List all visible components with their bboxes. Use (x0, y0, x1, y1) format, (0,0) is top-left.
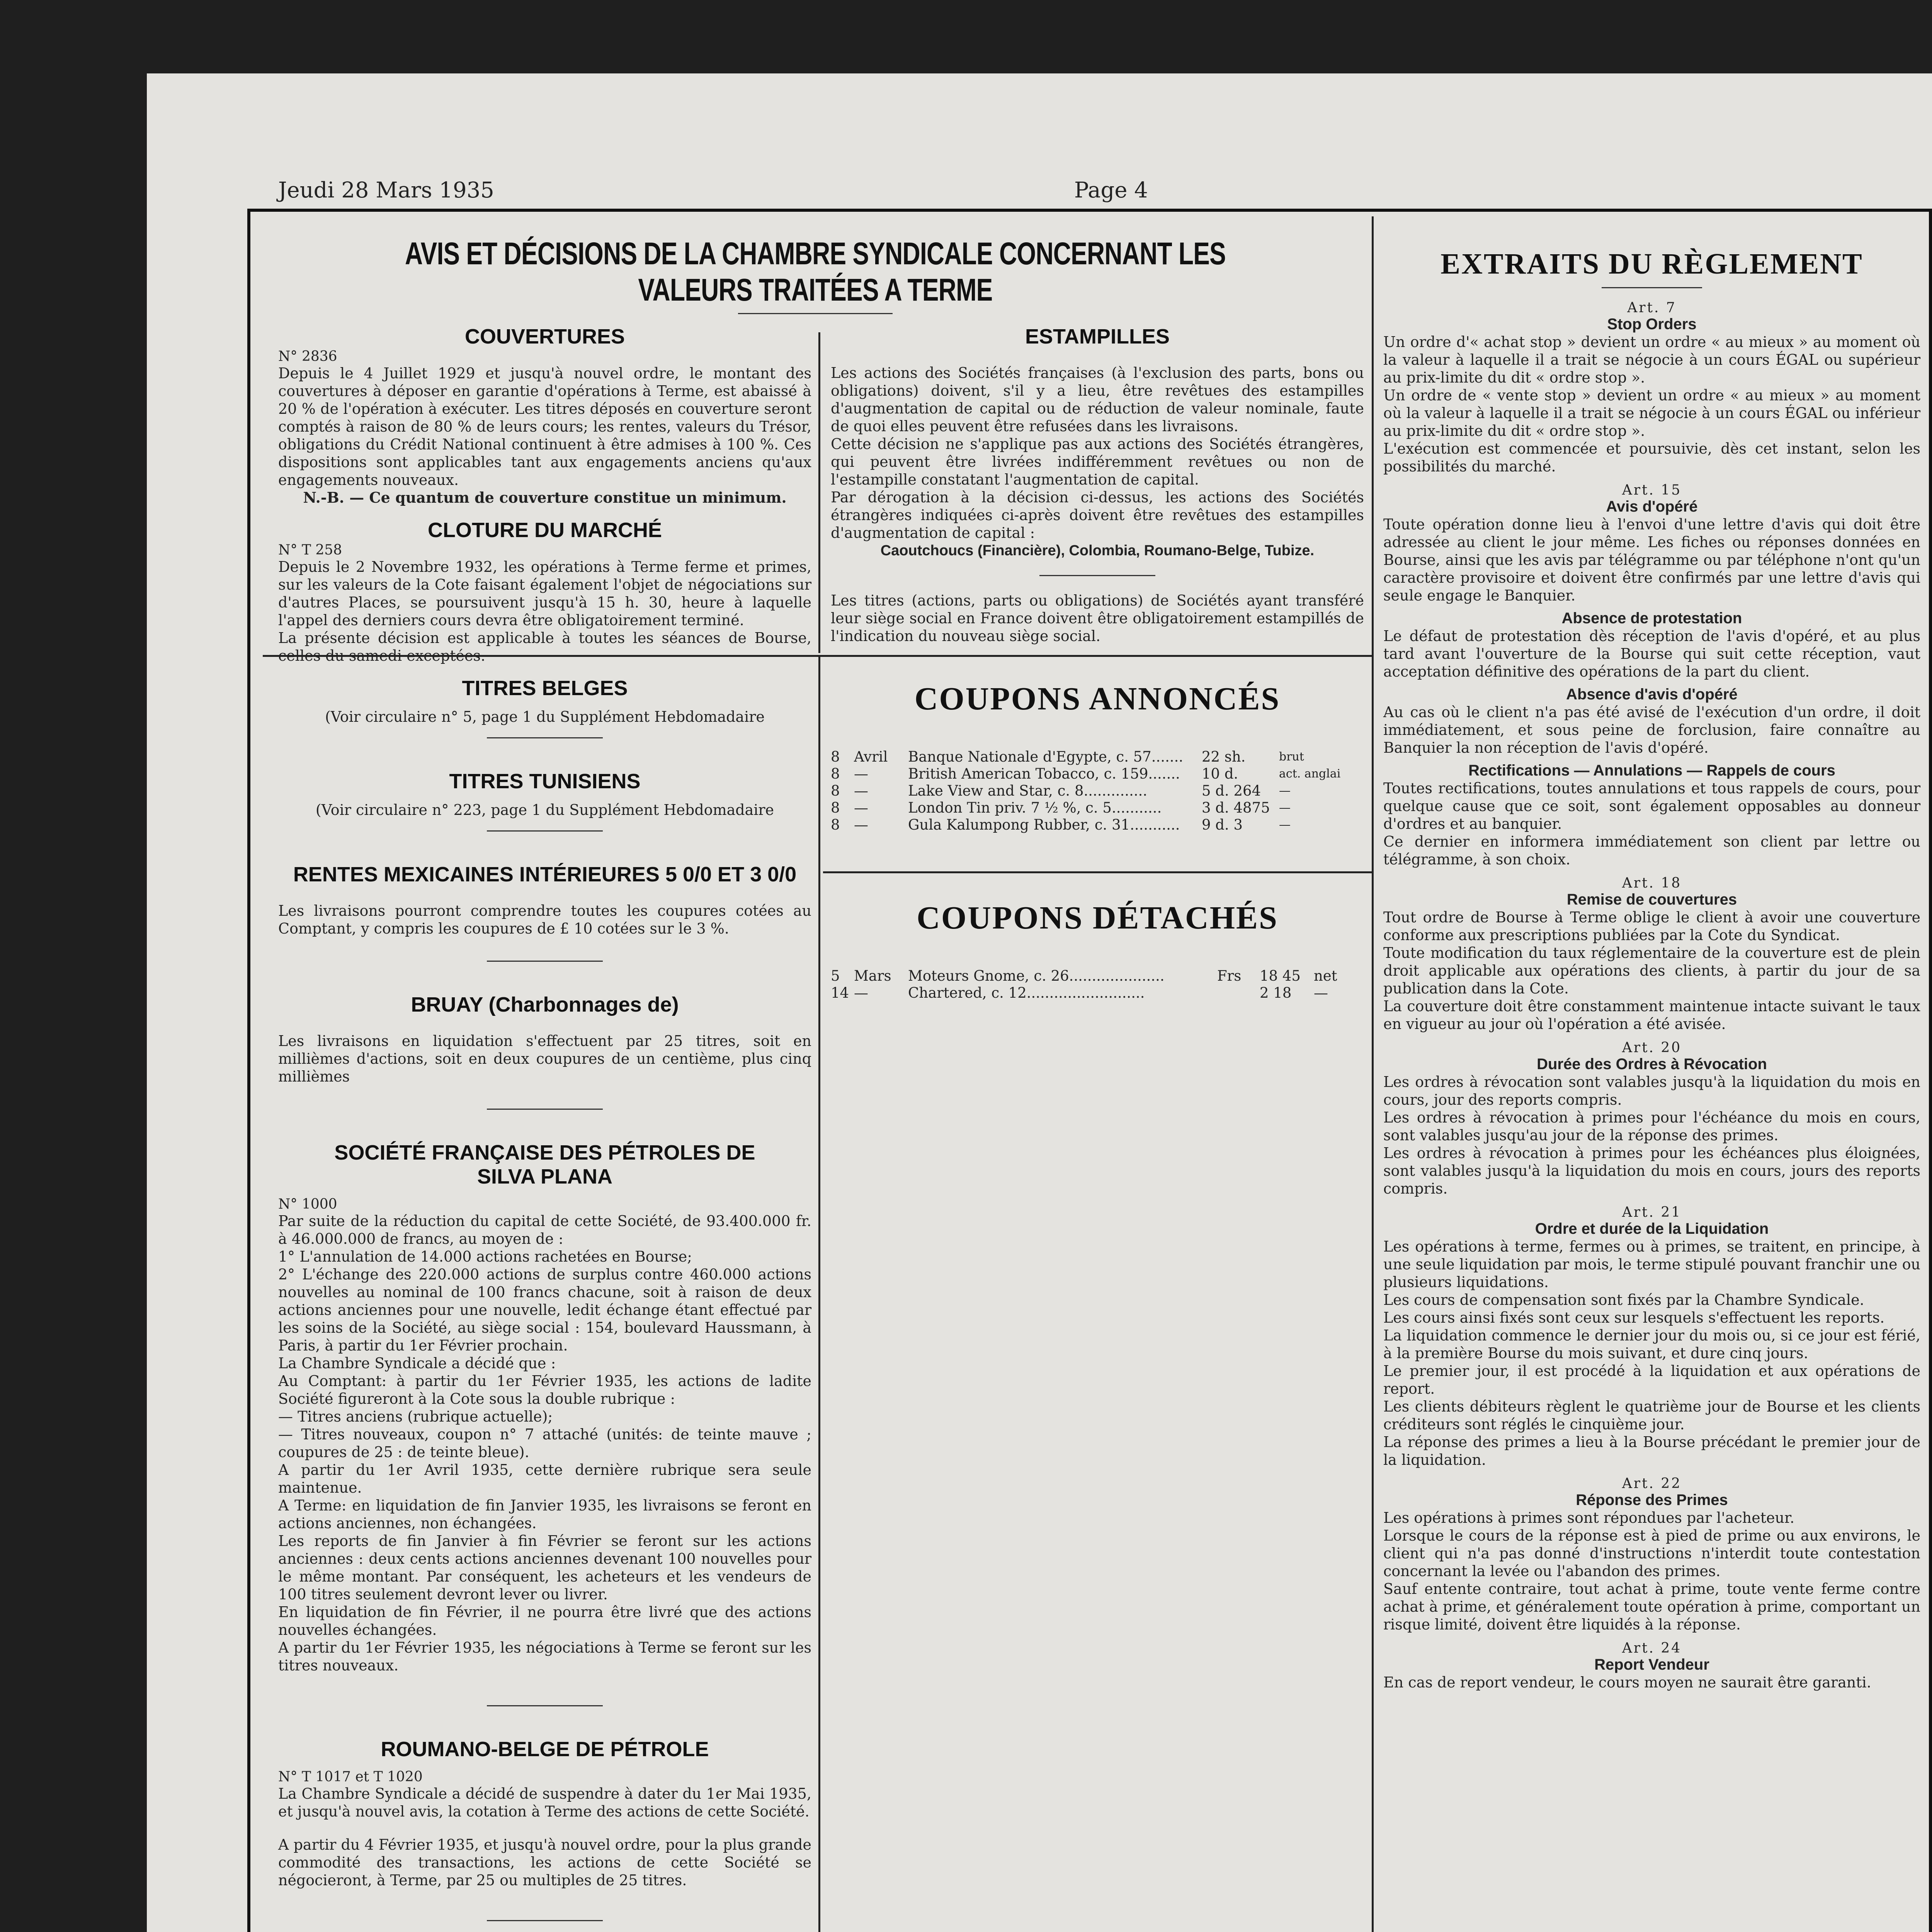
art-18: Art. 18 (1622, 875, 1682, 891)
art-22-text-1: Les opérations à primes sont répondues par l'acheteur. (1383, 1509, 1795, 1526)
coupons-detaches-table (831, 968, 1364, 1002)
art-21: Art. 21 (1622, 1204, 1682, 1220)
coupon-note: — (1279, 801, 1291, 815)
art-7: Art. 7 (1627, 300, 1677, 316)
coupon-day: 8 (831, 816, 840, 833)
art-22-text-2: Lorsque le cours de la réponse est à pied de prime ou aux environs, le client qui n'a pas donné d'instructions n'interdit toute contestation concernant la levée ou l'abandon des primes. (1383, 1527, 1920, 1580)
rule (487, 1705, 603, 1706)
silva-text-8: A partir du 1er Avril 1935, cette dernière rubrique sera seule maintenue. (278, 1461, 811, 1496)
coupon-currency (1217, 985, 1260, 1002)
art-15-text-1: Toute opération donne lieu à l'envoi d'une lettre d'avis qui doit être adressée au client le jour même. Les fiches ou réponses données en Bourse, ainsi que les avis par télégramme ou par téléphone n'ont qu'un caractère provisoire et doivent être confirmés par une lettre d'avis qui seule engage le Banquier. (1383, 516, 1920, 604)
rentes-text: Les livraisons pourront comprendre toutes les coupures cotées au Comptant, y compris les coupures de £ 10 cotées sur le 3 %. (278, 902, 811, 937)
title-rule (738, 313, 893, 314)
column-divider-middle (818, 657, 820, 1932)
coupon-note: — (1314, 985, 1328, 1001)
art-15-heading-4: Rectifications — Annulations — Rappels de cours (1468, 762, 1835, 779)
silva-ref: N° 1000 (278, 1196, 337, 1212)
couvertures-ref: N° 2836 (278, 349, 337, 364)
coupon-day: 8 (831, 765, 840, 782)
coupon-name: British American Tobacco, c. 159....... (908, 765, 1180, 782)
art-18-text-3: La couverture doit être constamment maintenue intacte suivant le taux en vigueur au jour où l'opération a été avisée. (1383, 998, 1920, 1032)
coupon-day: 14 (831, 985, 849, 1001)
bruay-text: Les livraisons en liquidation s'effectuent par 25 titres, soit en millièmes d'actions, soit en deux coupures de un centième, plus cinq millièmes (278, 1032, 811, 1085)
coupons-annonces-table (831, 748, 1364, 833)
art-15-text-4: Toutes rectifications, toutes annulations et tous rappels de cours, pour quelque cause que ce soit, sont également opposables au donneur d'ordres et au banquier. (1383, 780, 1920, 832)
estampilles-title: ESTAMPILLES (1025, 325, 1170, 348)
rentes-title: RENTES MEXICAINES INTÉRIEURES 5 0/0 ET 3 0/0 (293, 863, 797, 886)
art-21-text-4: La liquidation commence le dernier jour du mois ou, si ce jour est férié, à la première Bourse du mois suivant, et dure cinq jours. (1383, 1327, 1920, 1362)
bruay-title: BRUAY (Charbonnages de) (411, 993, 679, 1016)
coupon-row (831, 782, 1364, 799)
coupon-month: — (854, 765, 868, 782)
titres-belges-text: (Voir circulaire n° 5, page 1 du Supplément Hebdomadaire (325, 708, 765, 725)
estampilles-text-1: Les actions des Sociétés françaises (à l'exclusion des parts, bons ou obligations) doivent, s'il y a lieu, être revêtues des estampilles d'augmentation de capital ou de réduction de valeur nominale, faute de quoi elles peuvent être refusées dans les livraisons. (831, 364, 1364, 435)
art-15-heading: Avis d'opéré (1606, 498, 1698, 515)
coupon-row (831, 968, 1364, 985)
art-20: Art. 20 (1622, 1040, 1682, 1056)
silva-title: SOCIÉTÉ FRANÇAISE DES PÉTROLES DE SILVA PLANA (334, 1141, 755, 1188)
titres-belges-title: TITRES BELGES (462, 677, 628, 700)
cloture-ref: N° T 258 (278, 542, 342, 558)
art-18-text-2: Toute modification du taux réglementaire de la couverture est de plein droit applicable aux opérations des clients, à partir du jour de sa publication dans la Cote. (1383, 944, 1920, 997)
art-15-text-3: Au cas où le client n'a pas été avisé de l'exécution d'un ordre, il doit immédiatement, et sous peine de forclusion, faire connaître au Banquier la non réception de l'avis d'opéré. (1383, 704, 1920, 756)
art-15-heading-3: Absence d'avis d'opéré (1566, 686, 1738, 703)
coupon-name: Moteurs Gnome, c. 26..................... (908, 968, 1165, 984)
rule (487, 1109, 603, 1110)
art-20-text-2: Les ordres à révocation à primes pour l'échéance du mois en cours, sont valables jusqu'au jour de la réponse des primes. (1383, 1109, 1920, 1144)
coupon-name: Gula Kalumpong Rubber, c. 31........... (908, 816, 1180, 833)
art-21-text-6: Les clients débiteurs règlent le quatrième jour de Bourse et les clients créditeurs sont réglés le cinquième jour. (1383, 1398, 1920, 1433)
left-column (278, 676, 811, 1932)
coupon-row (831, 748, 1364, 765)
couvertures-nb: N.-B. — Ce quantum de couverture constitue un minimum. (303, 489, 787, 506)
titres-tunisiens-title: TITRES TUNISIENS (449, 770, 641, 793)
column-divider-right (1372, 216, 1374, 1932)
coupon-name: Banque Nationale d'Egypte, c. 57....... (908, 748, 1184, 765)
coupon-row (831, 765, 1364, 782)
silva-text-5: Au Comptant: à partir du 1er Février 1935, les actions de ladite Société figureront à la Cote sous la double rubrique : (278, 1372, 811, 1407)
coupon-month: — (854, 782, 868, 799)
roumano-ref: N° T 1017 et T 1020 (278, 1769, 423, 1785)
silva-text-3: 2° L'échange des 220.000 actions de surplus contre 460.000 actions nouvelles au nominal de 100 francs chacune, soit à raison de deux actions anciennes pour une nouvelle, ledit échange étant effectué par les soins de la Société, au siège social : 154, boulevard Haussmann, à Paris, à partir du 1er Février prochain. (278, 1266, 811, 1354)
coupon-amount: 5 d. 264 (1202, 782, 1261, 799)
page-number: Page 4 (1074, 178, 1148, 203)
roumano-title: ROUMANO-BELGE DE PÉTROLE (381, 1738, 709, 1761)
coupon-amount: 3 d. 4875 (1202, 799, 1270, 816)
coupon-amount: 10 d. (1202, 765, 1238, 782)
silva-text-1: Par suite de la réduction du capital de cette Société, de 93.400.000 fr. à 46.000.000 de francs, au moyen de : (278, 1213, 811, 1247)
art-20-text-1: Les ordres à révocation sont valables jusqu'à la liquidation du mois en cours, jour des reports compris. (1383, 1073, 1920, 1108)
silva-text-11: En liquidation de fin Février, il ne pourra être livré que des actions nouvelles échangées. (278, 1604, 811, 1638)
rule (487, 1920, 603, 1921)
coupon-currency: Frs (1217, 968, 1242, 984)
estampilles-text-3: Par dérogation à la décision ci-dessus, les actions des Sociétés étrangères indiquées ci-après doivent être revêtues des estampilles d'augmentation de capital : (831, 489, 1364, 541)
art-22-text-3: Sauf entente contraire, tout achat à prime, toute vente ferme contre achat à prime, et généralement toute opération à prime, comportant un risque limité, doivent être liquidés à la réponse. (1383, 1580, 1920, 1633)
couvertures-title: COUVERTURES (464, 325, 625, 348)
art-7-text-1: Un ordre d'« achat stop » devient un ordre « au mieux » au moment où la valeur à laquelle il a trait se négocie à un cours ÉGAL ou supérieur au prix-limite du dit « ordre stop ». (1383, 333, 1920, 386)
coupon-day: 8 (831, 748, 840, 765)
roumano-text-2: A partir du 4 Février 1935, et jusqu'à nouvel ordre, pour la plus grande commodité des transactions, les actions de cette Société se négocieront, à Terme, par 25 ou multiples de 25 titres. (278, 1836, 811, 1889)
coupon-month: — (854, 816, 868, 833)
art-21-text-2: Les cours de compensation sont fixés par la Chambre Syndicale. (1383, 1291, 1864, 1308)
coupon-day: 8 (831, 782, 840, 799)
silva-text-7: — Titres nouveaux, coupon n° 7 attaché (unités: de teinte mauve ; coupures de 25 : de teinte bleue). (278, 1426, 811, 1461)
coupon-month: — (854, 799, 868, 816)
coupon-note: brut (1279, 750, 1304, 764)
silva-text-2: 1° L'annulation de 14.000 actions rachetées en Bourse; (278, 1248, 692, 1265)
silva-text-4: La Chambre Syndicale a décidé que : (278, 1355, 556, 1372)
coupon-row (831, 985, 1364, 1002)
middle-column (831, 680, 1364, 1002)
coupon-amount: 2 18 (1260, 985, 1292, 1001)
coupon-month: Mars (854, 968, 891, 984)
art-7-text-3: L'exécution est commencée et poursuivie, dès cet instant, selon les possibilités du marché. (1383, 440, 1920, 475)
estampilles-list: Caoutchoucs (Financière), Colombia, Roumano-Belge, Tubize. (880, 543, 1315, 559)
estampilles-text-2: Cette décision ne s'applique pas aux actions des Sociétés étrangères, qui peuvent être livrées indifféremment revêtues ou non de l'estampille constatant l'augmentation de capital. (831, 435, 1364, 488)
art-21-text-1: Les opérations à terme, fermes ou à primes, se traitent, en principe, à une seule liquidation par mois, le terme stipulé pouvant franchir une ou plusieurs liquidations. (1383, 1238, 1920, 1291)
cloture-text-1: Depuis le 2 Novembre 1932, les opérations à Terme ferme et primes, sur les valeurs de la Cote faisant également l'objet de négociations sur d'autres Places, se poursuivent jusqu'à 15 h. 30, heure à laquelle l'appel des derniers cours devra être obligatoirement terminé. (278, 558, 811, 629)
art-20-text-3: Les ordres à révocation à primes pour les échéances plus éloignées, sont valables jusqu'à la liquidation du mois en cours, jours des reports compris. (1383, 1145, 1920, 1197)
coupon-note: net (1314, 968, 1337, 984)
art-21-text-5: Le premier jour, il est procédé à la liquidation et aux opérations de report. (1383, 1362, 1920, 1397)
coupon-name: Lake View and Star, c. 8.............. (908, 782, 1148, 799)
main-title: AVIS ET DÉCISIONS DE LA CHAMBRE SYNDICALE CONCERNANT LES VALEURS TRAITÉES A TERME (405, 236, 1226, 308)
silva-text-10: Les reports de fin Janvier à fin Février se feront sur les actions anciennes : deux cents actions anciennes devenant 100 nouvelles pour le même montant. Par conséquent, les acheteurs et les vendeurs de 100 titres seulement devront lever ou livrer. (278, 1532, 811, 1603)
cloture-title: CLOTURE DU MARCHÉ (428, 519, 662, 542)
silva-text-12: A partir du 1er Février 1935, les négociations à Terme se feront sur les titres nouveaux. (278, 1639, 811, 1674)
art-21-text-7: La réponse des primes a lieu à la Bourse précédant le premier jour de la liquidation. (1383, 1434, 1920, 1468)
coupon-row (831, 799, 1364, 816)
coupon-day: 8 (831, 799, 840, 816)
coupon-name: London Tin priv. 7 ½ %, c. 5........... (908, 799, 1162, 816)
silva-text-9: A Terme: en liquidation de fin Janvier 1935, les livraisons se feront en actions anciennes, non échangées. (278, 1497, 811, 1532)
cloture-text-2: La présente décision est applicable à toutes les séances de Bourse, celles du samedi exceptées. (278, 629, 811, 664)
coupon-name: Chartered, c. 12.......................... (908, 985, 1145, 1001)
rule (487, 737, 603, 738)
art-22: Art. 22 (1622, 1476, 1682, 1492)
art-15-text-2: Le défaut de protestation dès réception de l'avis d'opéré, et au plus tard avant l'ouverture de la Bourse qui suit cette réception, vaut acceptation définitive des opérations de la part du client. (1383, 628, 1920, 680)
coupon-note: — (1279, 818, 1291, 832)
art-24-heading: Report Vendeur (1594, 1656, 1709, 1673)
art-22-heading: Réponse des Primes (1576, 1492, 1728, 1509)
estampilles-rule (1039, 575, 1155, 576)
coupon-amount: 18 45 (1260, 968, 1301, 984)
art-21-heading: Ordre et durée de la Liquidation (1535, 1220, 1769, 1237)
estampilles-block (831, 325, 1364, 645)
coupon-day: 5 (831, 968, 840, 984)
art-7-text-2: Un ordre de « vente stop » devient un ordre « au mieux » au moment où la valeur à laquelle il a trait se négocie à un cours ÉGAL ou inférieur au prix-limite du dit « ordre stop ». (1383, 387, 1920, 439)
art-7-heading: Stop Orders (1607, 316, 1697, 333)
couvertures-block (278, 325, 811, 665)
art-15-text-5: Ce dernier en informera immédiatement son client par lettre ou télégramme, à son choix. (1383, 833, 1920, 868)
roumano-text-1: La Chambre Syndicale a décidé de suspendre à dater du 1er Mai 1935, et jusqu'à nouvel avis, la cotation à Terme des actions de cette Société. (278, 1785, 811, 1820)
coupon-month: Avril (854, 748, 888, 765)
art-21-text-3: Les cours ainsi fixés sont ceux sur lesquels s'effectuent les reports. (1383, 1309, 1885, 1326)
coupon-row (831, 816, 1364, 833)
coupon-note: — (1279, 784, 1291, 798)
titres-tunisiens-text: (Voir circulaire n° 223, page 1 du Supplément Hebdomadaire (315, 801, 774, 818)
coupons-detaches-title: COUPONS DÉTACHÉS (917, 900, 1278, 936)
coupon-month: — (854, 985, 868, 1001)
coupon-note: act. anglai (1279, 767, 1341, 781)
coupon-amount: 9 d. 3 (1202, 816, 1243, 833)
silva-text-6: — Titres anciens (rubrique actuelle); (278, 1408, 553, 1425)
art-20-heading: Durée des Ordres à Révocation (1537, 1056, 1767, 1073)
column-divider-top (818, 332, 820, 653)
estampilles-text-4: Les titres (actions, parts ou obligations) de Sociétés ayant transféré leur siège social en France doivent être obligatoirement estampillés de l'indication du nouveau siège social. (831, 592, 1364, 645)
rule (487, 830, 603, 832)
art-24-text-1: En cas de report vendeur, le cours moyen ne saurait être garanti. (1383, 1674, 1871, 1691)
couvertures-text: Depuis le 4 Juillet 1929 et jusqu'à nouvel ordre, le montant des couvertures à déposer en garantie d'opérations à Terme, est abaissé à 20 % de l'opération à exécuter. Les titres déposés en couverture seront comptés à raison de 80 % de leurs cours; les rentes, valeurs du Trésor, obligations du Crédit National continuent à être admises à 100 %. Ces dispositions sont applicables tant aux engagements anciens qu'aux engagements nouveaux. (278, 365, 811, 488)
art-24: Art. 24 (1622, 1640, 1682, 1656)
art-18-text-1: Tout ordre de Bourse à Terme oblige le client à avoir une couverture conforme aux prescriptions publiées par la Cote du Syndicat. (1383, 909, 1920, 944)
coupons-annonces-title: COUPONS ANNONCÉS (914, 681, 1281, 717)
issue-date: Jeudi 28 Mars 1935 (278, 178, 494, 203)
rule (1602, 287, 1702, 288)
right-column (1383, 247, 1920, 1691)
coupon-amount: 22 sh. (1202, 748, 1246, 765)
art-15-heading-2: Absence de protestation (1561, 610, 1742, 627)
art-18-heading: Remise de couvertures (1566, 891, 1737, 908)
reglement-title: EXTRAITS DU RÈGLEMENT (1440, 248, 1863, 280)
rule (487, 961, 603, 962)
art-15: Art. 15 (1622, 482, 1682, 498)
